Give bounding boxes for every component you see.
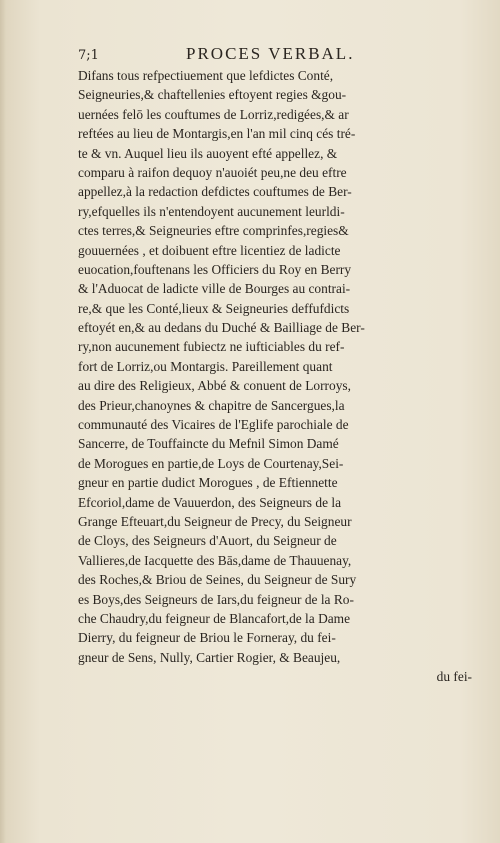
- text-line: ctes terres,& Seigneuries eftre comprinfes,regies&: [78, 223, 349, 239]
- text-line: Efcoriol,dame de Vauuerdon, des Seigneurs de la: [78, 494, 342, 510]
- page-gutter-shadow: [0, 0, 6, 843]
- text-line: ry,non aucunement fubiectz ne iufticiables du ref-: [78, 339, 345, 355]
- catchword: du fei-: [436, 669, 472, 685]
- text-line: gouuernées , et doibuent eftre licentiez de ladicte: [78, 242, 341, 258]
- text-line: comparu à raifon dequoy n'auoiét peu,ne deu eftre: [78, 164, 347, 180]
- body-text: [78, 66, 482, 687]
- text-line: de Morogues en partie,de Loys de Courtenay,Sei-: [78, 455, 344, 471]
- text-line: au dire des Religieux, Abbé & conuent de Lorroys,: [78, 378, 351, 394]
- text-line: che Chaudry,du feigneur de Blancafort,de la Dame: [78, 610, 351, 626]
- text-line: fort de Lorriz,ou Montargis. Pareillement quant: [78, 358, 333, 374]
- text-line: gneur en partie dudict Morogues , de Eftiennette: [78, 475, 338, 491]
- text-line: eftoyét en,& au dedans du Duché & Bailliage de Ber-: [78, 320, 365, 336]
- text-line: ry,efquelles ils n'entendoyent aucunement leurldi-: [78, 203, 345, 219]
- text-line: Difans tous refpectiuement que lefdictes Conté,: [78, 68, 334, 83]
- text-line: es Boys,des Seigneurs de Iars,du feigneur de la Ro-: [78, 591, 354, 607]
- text-line: Grange Efteuart,du Seigneur de Precy, du Seigneur: [78, 513, 352, 529]
- text-line: appellez,à la redaction defdictes couftumes de Ber-: [78, 184, 352, 200]
- text-line: gneur de Sens, Nully, Cartier Rogier, & Beaujeu,: [78, 649, 341, 665]
- text-line: euocation,fouftenans les Officiers du Roy en Berry: [78, 261, 352, 277]
- text-line: des Roches,& Briou de Seines, du Seigneur de Sury: [78, 572, 357, 588]
- text-line: uernées felō les couftumes de Lorriz,redigées,& ar: [78, 106, 349, 122]
- text-line: re,& que les Conté,lieux & Seigneuries deffufdicts: [78, 300, 350, 316]
- page-header: [78, 44, 478, 66]
- text-line: Vallieres,de Iacquette des Bās,dame de Thauuenay,: [78, 552, 352, 568]
- text-line: Sancerre, de Touffaincte du Mefnil Simon Damé: [78, 436, 339, 452]
- text-line: de Cloys, des Seigneurs d'Auort, du Seigneur de: [78, 533, 337, 549]
- text-line: & l'Aduocat de ladicte ville de Bourges au contrai-: [78, 281, 351, 297]
- text-line: te & vn. Auquel lieu ils auoyent efté appellez, &: [78, 145, 338, 161]
- text-line: Dierry, du feigneur de Briou le Forneray, du fei-: [78, 630, 336, 646]
- text-line: des Prieur,chanoynes & chapitre de Sancergues,la: [78, 397, 345, 413]
- running-head: PROCES VERBAL.: [186, 44, 355, 63]
- text-line: Seigneuries,& chaftellenies eftoyent regies &gou-: [78, 87, 347, 103]
- text-line: reftées au lieu de Montargis,en l'an mil cinq cés tré-: [78, 126, 356, 142]
- text-line: communauté des Vicaires de l'Eglife parochiale de: [78, 417, 349, 433]
- page-number: 7;1: [78, 48, 99, 63]
